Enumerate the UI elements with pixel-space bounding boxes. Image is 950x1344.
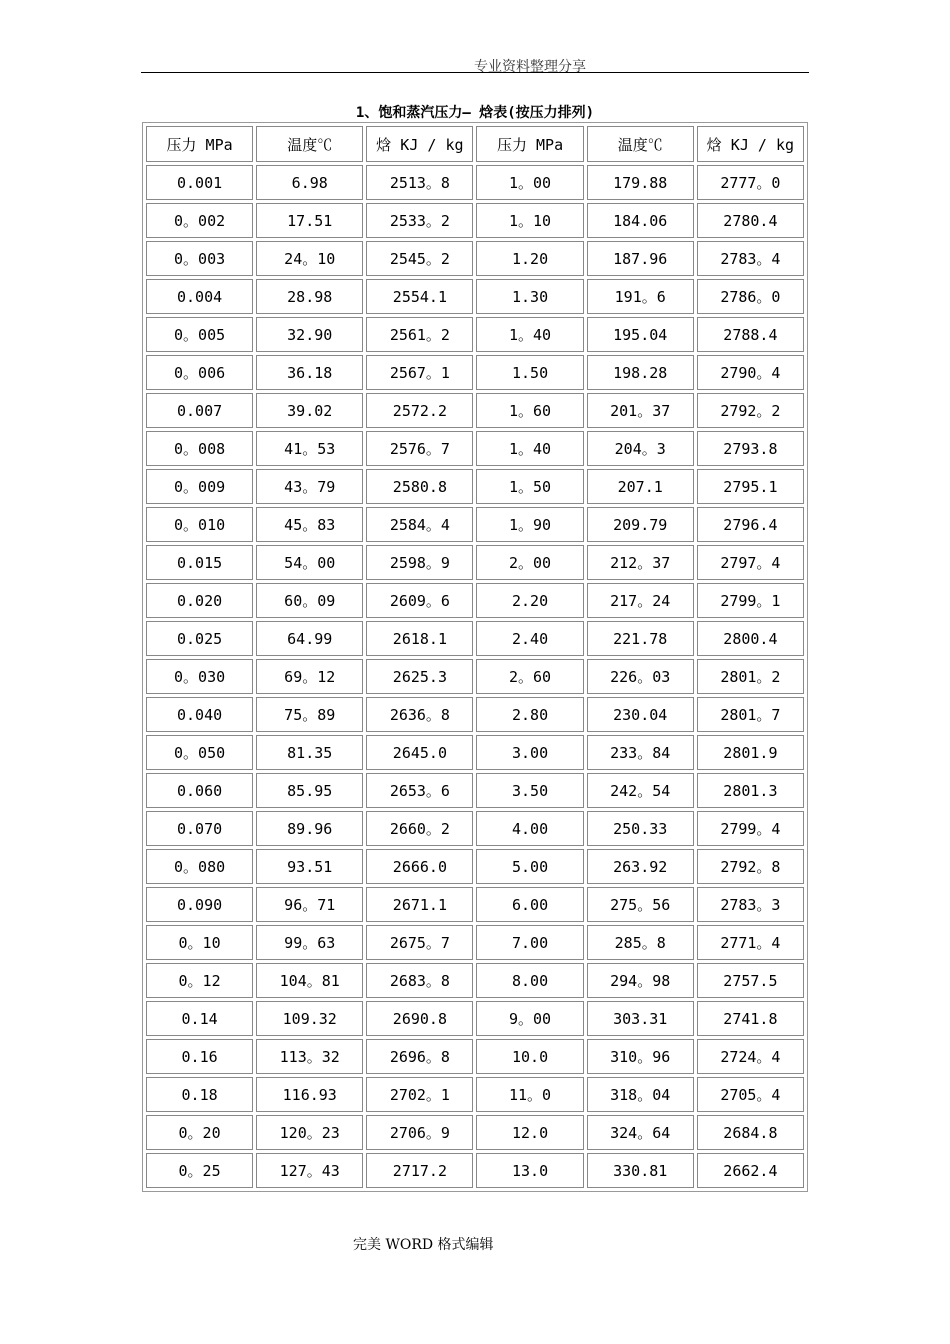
table-cell: 2724。4: [697, 1039, 804, 1074]
table-cell: 2800.4: [697, 621, 804, 656]
table-cell: 2580.8: [366, 469, 473, 504]
table-cell: 2554.1: [366, 279, 473, 314]
table-cell: 2。60: [476, 659, 583, 694]
table-cell: 187.96: [587, 241, 694, 276]
table-cell: 2771。4: [697, 925, 804, 960]
table-cell: 17.51: [256, 203, 363, 238]
table-cell: 318。04: [587, 1077, 694, 1112]
table-cell: 1。40: [476, 431, 583, 466]
table-row: [146, 621, 804, 656]
table-cell: 6.98: [256, 165, 363, 200]
table-cell: 2533。2: [366, 203, 473, 238]
table-cell: 2717.2: [366, 1153, 473, 1188]
table-cell: 1.30: [476, 279, 583, 314]
table-cell: 2545。2: [366, 241, 473, 276]
table-cell: 7.00: [476, 925, 583, 960]
table-cell: 1。90: [476, 507, 583, 542]
table-body: [146, 165, 804, 1188]
table-row: [146, 241, 804, 276]
table-cell: 294。98: [587, 963, 694, 998]
table-row: [146, 431, 804, 466]
page-footer-text: 完美 WORD 格式编辑: [353, 1237, 494, 1253]
table-row: [146, 203, 804, 238]
table-cell: 127。43: [256, 1153, 363, 1188]
table-cell: 9。00: [476, 1001, 583, 1036]
table-cell: 2653。6: [366, 773, 473, 808]
table-cell: 2793.8: [697, 431, 804, 466]
table-cell: 2513。8: [366, 165, 473, 200]
table-cell: 104。81: [256, 963, 363, 998]
table-cell: 0。003: [146, 241, 253, 276]
table-cell: 212。37: [587, 545, 694, 580]
table-cell: 0。002: [146, 203, 253, 238]
table-cell: 230.04: [587, 697, 694, 732]
table-cell: 64.99: [256, 621, 363, 656]
table-cell: 109.32: [256, 1001, 363, 1036]
table-row: [146, 925, 804, 960]
table-cell: 1。40: [476, 317, 583, 352]
table-cell: 0.025: [146, 621, 253, 656]
table-cell: 1。10: [476, 203, 583, 238]
table-cell: 0。080: [146, 849, 253, 884]
table-cell: 2572.2: [366, 393, 473, 428]
table-cell: 1.20: [476, 241, 583, 276]
table-cell: 0。009: [146, 469, 253, 504]
table-cell: 0。25: [146, 1153, 253, 1188]
column-header: 压力 MPa: [476, 126, 583, 162]
table-cell: 10.0: [476, 1039, 583, 1074]
table-cell: 1.50: [476, 355, 583, 390]
column-header: 温度℃: [256, 126, 363, 162]
table-cell: 330.81: [587, 1153, 694, 1188]
table-cell: 310。96: [587, 1039, 694, 1074]
table-row: [146, 279, 804, 314]
table-cell: 275。56: [587, 887, 694, 922]
table-cell: 2777。0: [697, 165, 804, 200]
table-cell: 0.18: [146, 1077, 253, 1112]
table-row: [146, 773, 804, 808]
page-header-text: 专业资料整理分享: [474, 59, 586, 75]
table-cell: 2625.3: [366, 659, 473, 694]
table-cell: 96。71: [256, 887, 363, 922]
table-cell: 0。12: [146, 963, 253, 998]
table-row: [146, 165, 804, 200]
table-cell: 75。89: [256, 697, 363, 732]
table-cell: 2696。8: [366, 1039, 473, 1074]
table-cell: 1。50: [476, 469, 583, 504]
table-cell: 120。23: [256, 1115, 363, 1150]
table-cell: 303.31: [587, 1001, 694, 1036]
table-cell: 0。030: [146, 659, 253, 694]
table-cell: 2666.0: [366, 849, 473, 884]
table-row: [146, 1001, 804, 1036]
table-cell: 2.80: [476, 697, 583, 732]
table-cell: 2792。8: [697, 849, 804, 884]
column-header: 压力 MPa: [146, 126, 253, 162]
table-cell: 3.00: [476, 735, 583, 770]
table-cell: 204。3: [587, 431, 694, 466]
table-cell: 54。00: [256, 545, 363, 580]
table-row: [146, 355, 804, 390]
table-cell: 198.28: [587, 355, 694, 390]
table-cell: 2.20: [476, 583, 583, 618]
table-cell: 201。37: [587, 393, 694, 428]
table-cell: 209.79: [587, 507, 694, 542]
table-cell: 191。6: [587, 279, 694, 314]
table-cell: 2576。7: [366, 431, 473, 466]
table-cell: 226。03: [587, 659, 694, 694]
table-cell: 2618.1: [366, 621, 473, 656]
table-cell: 5.00: [476, 849, 583, 884]
table-cell: 85.95: [256, 773, 363, 808]
table-cell: 2671.1: [366, 887, 473, 922]
table-cell: 2645.0: [366, 735, 473, 770]
table-cell: 184.06: [587, 203, 694, 238]
table-cell: 60。09: [256, 583, 363, 618]
table-cell: 2706。9: [366, 1115, 473, 1150]
table-row: [146, 659, 804, 694]
table-cell: 2690.8: [366, 1001, 473, 1036]
table-cell: 0.14: [146, 1001, 253, 1036]
table-cell: 2799。4: [697, 811, 804, 846]
table-cell: 221.78: [587, 621, 694, 656]
table-cell: 24。10: [256, 241, 363, 276]
table-row: [146, 469, 804, 504]
table-cell: 242。54: [587, 773, 694, 808]
enthalpy-table-container: [142, 122, 808, 1192]
table-cell: 0。20: [146, 1115, 253, 1150]
table-cell: 2561。2: [366, 317, 473, 352]
table-cell: 2783。3: [697, 887, 804, 922]
table-row: [146, 887, 804, 922]
table-cell: 32.90: [256, 317, 363, 352]
table-cell: 8.00: [476, 963, 583, 998]
table-row: [146, 583, 804, 618]
table-cell: 12.0: [476, 1115, 583, 1150]
column-header: 焓 KJ / kg: [366, 126, 473, 162]
table-cell: 0.070: [146, 811, 253, 846]
table-cell: 250.33: [587, 811, 694, 846]
table-cell: 81.35: [256, 735, 363, 770]
table-cell: 41。53: [256, 431, 363, 466]
table-cell: 207.1: [587, 469, 694, 504]
table-row: [146, 1039, 804, 1074]
table-row: [146, 1153, 804, 1188]
table-cell: 0。10: [146, 925, 253, 960]
table-cell: 2801.9: [697, 735, 804, 770]
table-cell: 4.00: [476, 811, 583, 846]
table-title: 1、饱和蒸汽压力— 焓表(按压力排列): [355, 105, 595, 121]
table-cell: 2702。1: [366, 1077, 473, 1112]
table-cell: 2780.4: [697, 203, 804, 238]
table-cell: 2675。7: [366, 925, 473, 960]
table-cell: 2584。4: [366, 507, 473, 542]
table-cell: 0。050: [146, 735, 253, 770]
table-cell: 93.51: [256, 849, 363, 884]
table-cell: 0.040: [146, 697, 253, 732]
table-cell: 0.015: [146, 545, 253, 580]
table-row: [146, 811, 804, 846]
table-cell: 2795.1: [697, 469, 804, 504]
table-cell: 2.40: [476, 621, 583, 656]
table-cell: 11。0: [476, 1077, 583, 1112]
table-cell: 2660。2: [366, 811, 473, 846]
table-cell: 2636。8: [366, 697, 473, 732]
table-cell: 0.090: [146, 887, 253, 922]
table-cell: 2609。6: [366, 583, 473, 618]
table-row: [146, 735, 804, 770]
column-header: 焓 KJ / kg: [697, 126, 804, 162]
table-cell: 0.16: [146, 1039, 253, 1074]
table-row: [146, 545, 804, 580]
table-row: [146, 507, 804, 542]
table-cell: 2741.8: [697, 1001, 804, 1036]
table-cell: 285。8: [587, 925, 694, 960]
table-cell: 2662.4: [697, 1153, 804, 1188]
table-cell: 2705。4: [697, 1077, 804, 1112]
table-cell: 45。83: [256, 507, 363, 542]
table-cell: 2567。1: [366, 355, 473, 390]
table-row: [146, 963, 804, 998]
table-cell: 2801。2: [697, 659, 804, 694]
table-cell: 263.92: [587, 849, 694, 884]
table-cell: 1。00: [476, 165, 583, 200]
table-cell: 195.04: [587, 317, 694, 352]
table-cell: 0。010: [146, 507, 253, 542]
table-cell: 179.88: [587, 165, 694, 200]
table-cell: 99。63: [256, 925, 363, 960]
table-cell: 0.004: [146, 279, 253, 314]
table-cell: 2799。1: [697, 583, 804, 618]
table-cell: 113。32: [256, 1039, 363, 1074]
table-cell: 43。79: [256, 469, 363, 504]
table-cell: 2792。2: [697, 393, 804, 428]
table-cell: 89.96: [256, 811, 363, 846]
table-cell: 2783。4: [697, 241, 804, 276]
table-cell: 217。24: [587, 583, 694, 618]
table-cell: 3.50: [476, 773, 583, 808]
table-cell: 0。005: [146, 317, 253, 352]
table-cell: 1。60: [476, 393, 583, 428]
table-row: [146, 317, 804, 352]
table-cell: 39.02: [256, 393, 363, 428]
table-cell: 2684.8: [697, 1115, 804, 1150]
table-cell: 0.020: [146, 583, 253, 618]
table-cell: 233。84: [587, 735, 694, 770]
table-cell: 28.98: [256, 279, 363, 314]
table-cell: 0.007: [146, 393, 253, 428]
table-cell: 2788.4: [697, 317, 804, 352]
table-cell: 324。64: [587, 1115, 694, 1150]
table-row: [146, 1077, 804, 1112]
column-header: 温度℃: [587, 126, 694, 162]
table-cell: 13.0: [476, 1153, 583, 1188]
table-cell: 116.93: [256, 1077, 363, 1112]
table-cell: 2801.3: [697, 773, 804, 808]
table-cell: 2598。9: [366, 545, 473, 580]
header-divider: [141, 72, 809, 73]
table-row: [146, 849, 804, 884]
table-cell: 0。008: [146, 431, 253, 466]
table-cell: 2801。7: [697, 697, 804, 732]
table-cell: 2796.4: [697, 507, 804, 542]
table-cell: 6.00: [476, 887, 583, 922]
table-row: [146, 393, 804, 428]
table-header-row: [146, 126, 804, 162]
table-cell: 0.001: [146, 165, 253, 200]
table-cell: 2。00: [476, 545, 583, 580]
table-row: [146, 697, 804, 732]
table-cell: 0。006: [146, 355, 253, 390]
table-row: [146, 1115, 804, 1150]
table-cell: 2790。4: [697, 355, 804, 390]
table-cell: 0.060: [146, 773, 253, 808]
table-cell: 2786。0: [697, 279, 804, 314]
steam-enthalpy-table: [142, 122, 808, 1192]
table-cell: 36.18: [256, 355, 363, 390]
table-cell: 2757.5: [697, 963, 804, 998]
table-cell: 2683。8: [366, 963, 473, 998]
table-cell: 69。12: [256, 659, 363, 694]
table-cell: 2797。4: [697, 545, 804, 580]
